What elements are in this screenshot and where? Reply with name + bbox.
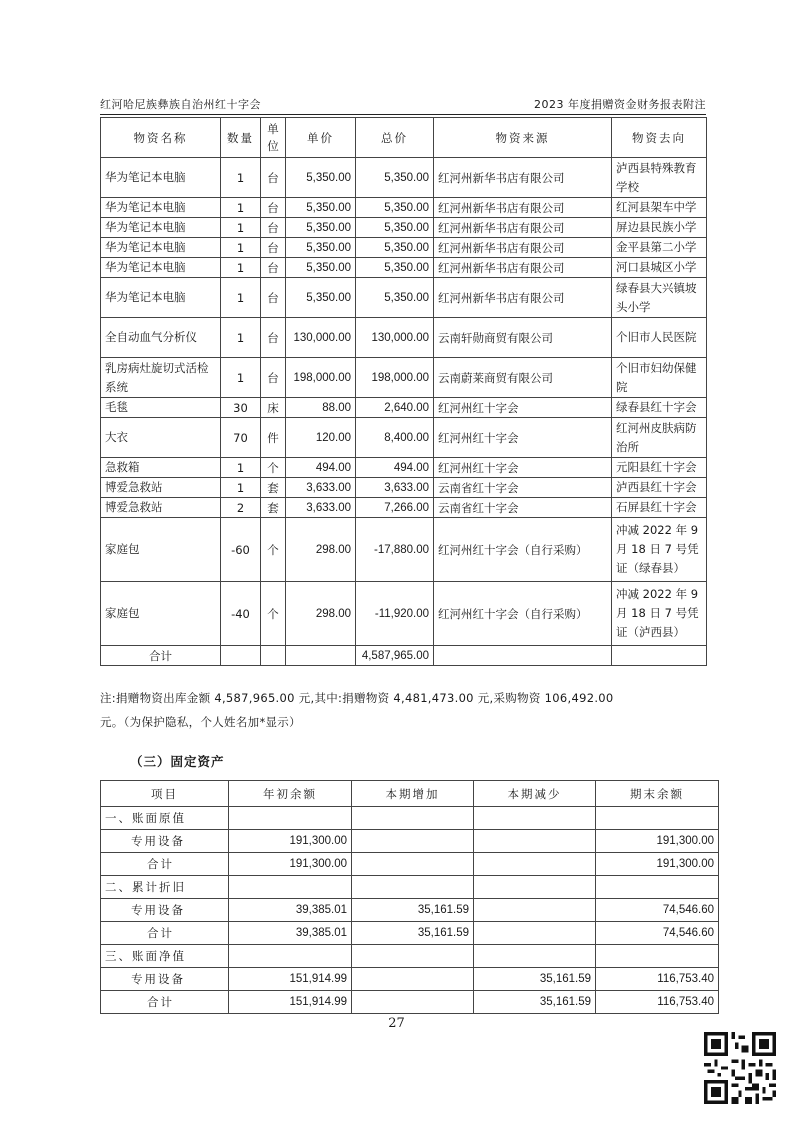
assets-col-begin: 年初余额 <box>229 781 352 807</box>
cell-source: 红河州红十字会 <box>434 398 612 418</box>
cell-total-price: 5,350.00 <box>356 198 434 218</box>
cell-end-balance <box>596 945 719 968</box>
table-row <box>101 968 719 991</box>
table-row <box>101 498 707 518</box>
cell-increase <box>352 876 474 899</box>
table-row <box>101 478 707 498</box>
cell-source: 红河州新华书店有限公司 <box>434 218 612 238</box>
cell-destination: 绿春县红十字会 <box>612 398 707 418</box>
total-empty-cell <box>261 646 286 666</box>
col-header-unit: 单位 <box>261 118 286 158</box>
table-row <box>101 218 707 238</box>
cell-source: 云南轩勋商贸有限公司 <box>434 318 612 358</box>
cell-total-price: 130,000.00 <box>356 318 434 358</box>
cell-quantity: -40 <box>221 582 261 646</box>
cell-destination: 红河县架车中学 <box>612 198 707 218</box>
cell-item: 专用设备 <box>101 830 229 853</box>
cell-total-price: 198,000.00 <box>356 358 434 398</box>
col-header-dest: 物资去向 <box>612 118 707 158</box>
cell-source: 云南省红十字会 <box>434 498 612 518</box>
cell-unit: 台 <box>261 318 286 358</box>
cell-unit: 台 <box>261 218 286 238</box>
cell-unit-price: 5,350.00 <box>286 258 356 278</box>
table-row <box>101 876 719 899</box>
cell-total-price: 5,350.00 <box>356 238 434 258</box>
cell-source: 云南省红十字会 <box>434 478 612 498</box>
cell-source: 红河州新华书店有限公司 <box>434 198 612 218</box>
total-value: 4,587,965.00 <box>356 646 434 666</box>
table-row <box>101 945 719 968</box>
cell-item-name: 博爱急救站 <box>101 478 221 498</box>
cell-unit-price: 120.00 <box>286 418 356 458</box>
cell-quantity: 30 <box>221 398 261 418</box>
cell-decrease <box>474 922 596 945</box>
cell-begin-balance <box>229 876 352 899</box>
header-report-title: 2023 年度捐赠资金财务报表附注 <box>534 98 706 111</box>
cell-unit-price: 494.00 <box>286 458 356 478</box>
cell-item-name: 大衣 <box>101 418 221 458</box>
cell-quantity: 1 <box>221 258 261 278</box>
cell-destination: 泸西县红十字会 <box>612 478 707 498</box>
cell-begin-balance <box>229 945 352 968</box>
cell-item-name: 急救箱 <box>101 458 221 478</box>
cell-unit: 个 <box>261 458 286 478</box>
cell-total-price: 5,350.00 <box>356 278 434 318</box>
section-title-fixed-assets: （三）固定资产 <box>130 754 225 769</box>
table-row <box>101 582 707 646</box>
table-row <box>101 899 719 922</box>
cell-unit: 套 <box>261 498 286 518</box>
cell-decrease <box>474 830 596 853</box>
cell-item: 二、累计折旧 <box>101 876 229 899</box>
cell-item-name: 家庭包 <box>101 582 221 646</box>
cell-destination: 金平县第二小学 <box>612 238 707 258</box>
cell-total-price: 3,633.00 <box>356 478 434 498</box>
cell-decrease <box>474 853 596 876</box>
cell-unit-price: 5,350.00 <box>286 158 356 198</box>
cell-item-name: 博爱急救站 <box>101 498 221 518</box>
table-row <box>101 853 719 876</box>
cell-quantity: 1 <box>221 478 261 498</box>
cell-quantity: 1 <box>221 158 261 198</box>
cell-unit: 台 <box>261 158 286 198</box>
col-header-qty: 数量 <box>221 118 261 158</box>
cell-total-price: 8,400.00 <box>356 418 434 458</box>
cell-item-name: 华为笔记本电脑 <box>101 218 221 238</box>
cell-destination: 冲减 2022 年 9 月 18 日 7 号凭证（泸西县） <box>612 582 707 646</box>
cell-destination: 河口县城区小学 <box>612 258 707 278</box>
cell-quantity: 1 <box>221 198 261 218</box>
cell-item-name: 毛毯 <box>101 398 221 418</box>
fixed-assets-table <box>100 780 719 1014</box>
cell-item: 合计 <box>101 991 229 1014</box>
cell-decrease <box>474 899 596 922</box>
cell-begin-balance <box>229 807 352 830</box>
cell-begin-balance: 39,385.01 <box>229 899 352 922</box>
col-header-total: 总价 <box>356 118 434 158</box>
materials-table <box>100 117 707 666</box>
cell-item: 一、账面原值 <box>101 807 229 830</box>
cell-unit-price: 5,350.00 <box>286 238 356 258</box>
cell-total-price: 5,350.00 <box>356 158 434 198</box>
table-row <box>101 807 719 830</box>
cell-unit-price: 298.00 <box>286 518 356 582</box>
cell-end-balance: 191,300.00 <box>596 853 719 876</box>
cell-end-balance: 74,546.60 <box>596 922 719 945</box>
assets-col-increase: 本期增加 <box>352 781 474 807</box>
cell-item: 合计 <box>101 922 229 945</box>
cell-destination: 石屏县红十字会 <box>612 498 707 518</box>
cell-item-name: 全自动血气分析仪 <box>101 318 221 358</box>
cell-increase <box>352 968 474 991</box>
table-row <box>101 398 707 418</box>
cell-increase <box>352 991 474 1014</box>
cell-decrease <box>474 876 596 899</box>
cell-unit: 台 <box>261 258 286 278</box>
cell-source: 红河州新华书店有限公司 <box>434 158 612 198</box>
cell-item-name: 华为笔记本电脑 <box>101 158 221 198</box>
table-row <box>101 358 707 398</box>
cell-end-balance <box>596 876 719 899</box>
materials-body <box>101 158 707 646</box>
cell-destination: 绿春县大兴镇坡头小学 <box>612 278 707 318</box>
cell-quantity: 1 <box>221 218 261 238</box>
col-header-price: 单价 <box>286 118 356 158</box>
assets-col-decrease: 本期减少 <box>474 781 596 807</box>
cell-end-balance: 191,300.00 <box>596 830 719 853</box>
cell-item: 合计 <box>101 853 229 876</box>
cell-total-price: 5,350.00 <box>356 218 434 238</box>
cell-unit: 床 <box>261 398 286 418</box>
table-row <box>101 830 719 853</box>
cell-increase <box>352 807 474 830</box>
assets-header-row <box>101 781 719 807</box>
cell-unit: 件 <box>261 418 286 458</box>
note-line-1: 注:捐赠物资出库金额 4,587,965.00 元,其中:捐赠物资 4,481,473.00 元,采购物资 106,492.00 <box>100 691 614 705</box>
cell-source: 红河州新华书店有限公司 <box>434 278 612 318</box>
cell-unit: 台 <box>261 278 286 318</box>
col-header-name: 物资名称 <box>101 118 221 158</box>
materials-note <box>100 686 716 734</box>
cell-source: 红河州新华书店有限公司 <box>434 258 612 278</box>
total-empty-cell <box>286 646 356 666</box>
cell-destination: 冲减 2022 年 9 月 18 日 7 号凭证（绿春县） <box>612 518 707 582</box>
cell-unit-price: 3,633.00 <box>286 478 356 498</box>
cell-begin-balance: 151,914.99 <box>229 991 352 1014</box>
cell-quantity: 1 <box>221 318 261 358</box>
cell-unit-price: 88.00 <box>286 398 356 418</box>
cell-quantity: 1 <box>221 358 261 398</box>
cell-source: 红河州红十字会（自行采购） <box>434 582 612 646</box>
header-org: 红河哈尼族彝族自治州红十字会 <box>100 98 261 111</box>
cell-total-price: -17,880.00 <box>356 518 434 582</box>
cell-begin-balance: 191,300.00 <box>229 853 352 876</box>
table-row <box>101 158 707 198</box>
cell-source: 红河州红十字会（自行采购） <box>434 518 612 582</box>
assets-col-end: 期末余额 <box>596 781 719 807</box>
cell-unit: 个 <box>261 582 286 646</box>
cell-item-name: 家庭包 <box>101 518 221 582</box>
cell-unit: 套 <box>261 478 286 498</box>
table-row <box>101 278 707 318</box>
table-row <box>101 991 719 1014</box>
cell-decrease: 35,161.59 <box>474 991 596 1014</box>
total-label: 合计 <box>101 646 221 666</box>
materials-header-row <box>101 118 707 158</box>
cell-unit-price: 5,350.00 <box>286 218 356 238</box>
cell-unit: 台 <box>261 238 286 258</box>
cell-unit: 台 <box>261 198 286 218</box>
cell-total-price: 494.00 <box>356 458 434 478</box>
cell-destination: 元阳县红十字会 <box>612 458 707 478</box>
cell-destination: 个旧市人民医院 <box>612 318 707 358</box>
cell-item-name: 乳房病灶旋切式活检系统 <box>101 358 221 398</box>
cell-increase: 35,161.59 <box>352 899 474 922</box>
cell-unit-price: 198,000.00 <box>286 358 356 398</box>
materials-total-row <box>101 646 707 666</box>
cell-increase <box>352 945 474 968</box>
cell-quantity: 1 <box>221 458 261 478</box>
cell-unit-price: 5,350.00 <box>286 278 356 318</box>
cell-end-balance <box>596 807 719 830</box>
cell-destination: 泸西县特殊教育学校 <box>612 158 707 198</box>
cell-destination: 屏边县民族小学 <box>612 218 707 238</box>
cell-source: 云南蔚莱商贸有限公司 <box>434 358 612 398</box>
cell-unit: 台 <box>261 358 286 398</box>
cell-item-name: 华为笔记本电脑 <box>101 258 221 278</box>
cell-increase <box>352 830 474 853</box>
cell-item: 专用设备 <box>101 899 229 922</box>
cell-unit-price: 5,350.00 <box>286 198 356 218</box>
cell-item: 专用设备 <box>101 968 229 991</box>
cell-source: 红河州红十字会 <box>434 418 612 458</box>
assets-col-item: 项目 <box>101 781 229 807</box>
cell-total-price: -11,920.00 <box>356 582 434 646</box>
cell-decrease <box>474 945 596 968</box>
col-header-source: 物资来源 <box>434 118 612 158</box>
cell-begin-balance: 39,385.01 <box>229 922 352 945</box>
cell-total-price: 2,640.00 <box>356 398 434 418</box>
cell-begin-balance: 191,300.00 <box>229 830 352 853</box>
note-line-2: 元。（为保护隐私，个人姓名加*显示） <box>100 715 301 729</box>
cell-quantity: 2 <box>221 498 261 518</box>
cell-end-balance: 116,753.40 <box>596 991 719 1014</box>
total-empty-cell <box>221 646 261 666</box>
total-empty-cell <box>434 646 612 666</box>
cell-quantity: 70 <box>221 418 261 458</box>
cell-decrease <box>474 807 596 830</box>
cell-item-name: 华为笔记本电脑 <box>101 238 221 258</box>
page-header <box>100 96 706 115</box>
qr-code-icon <box>704 1032 776 1104</box>
cell-destination: 红河州皮肤病防治所 <box>612 418 707 458</box>
cell-increase <box>352 853 474 876</box>
table-row <box>101 238 707 258</box>
cell-item-name: 华为笔记本电脑 <box>101 198 221 218</box>
cell-source: 红河州新华书店有限公司 <box>434 238 612 258</box>
cell-item: 三、账面净值 <box>101 945 229 968</box>
table-row <box>101 458 707 478</box>
assets-body <box>101 807 719 1014</box>
cell-item-name: 华为笔记本电脑 <box>101 278 221 318</box>
cell-quantity: 1 <box>221 278 261 318</box>
table-row <box>101 922 719 945</box>
cell-total-price: 7,266.00 <box>356 498 434 518</box>
cell-source: 红河州红十字会 <box>434 458 612 478</box>
cell-unit-price: 130,000.00 <box>286 318 356 358</box>
cell-quantity: -60 <box>221 518 261 582</box>
table-row <box>101 518 707 582</box>
cell-quantity: 1 <box>221 238 261 258</box>
table-row <box>101 258 707 278</box>
cell-unit-price: 3,633.00 <box>286 498 356 518</box>
cell-begin-balance: 151,914.99 <box>229 968 352 991</box>
table-row <box>101 318 707 358</box>
cell-increase: 35,161.59 <box>352 922 474 945</box>
cell-decrease: 35,161.59 <box>474 968 596 991</box>
cell-destination: 个旧市妇幼保健院 <box>612 358 707 398</box>
cell-total-price: 5,350.00 <box>356 258 434 278</box>
table-row <box>101 418 707 458</box>
cell-end-balance: 116,753.40 <box>596 968 719 991</box>
cell-unit: 个 <box>261 518 286 582</box>
cell-end-balance: 74,546.60 <box>596 899 719 922</box>
cell-unit-price: 298.00 <box>286 582 356 646</box>
total-empty-cell <box>612 646 707 666</box>
table-row <box>101 198 707 218</box>
page-number: 27 <box>388 1016 405 1031</box>
